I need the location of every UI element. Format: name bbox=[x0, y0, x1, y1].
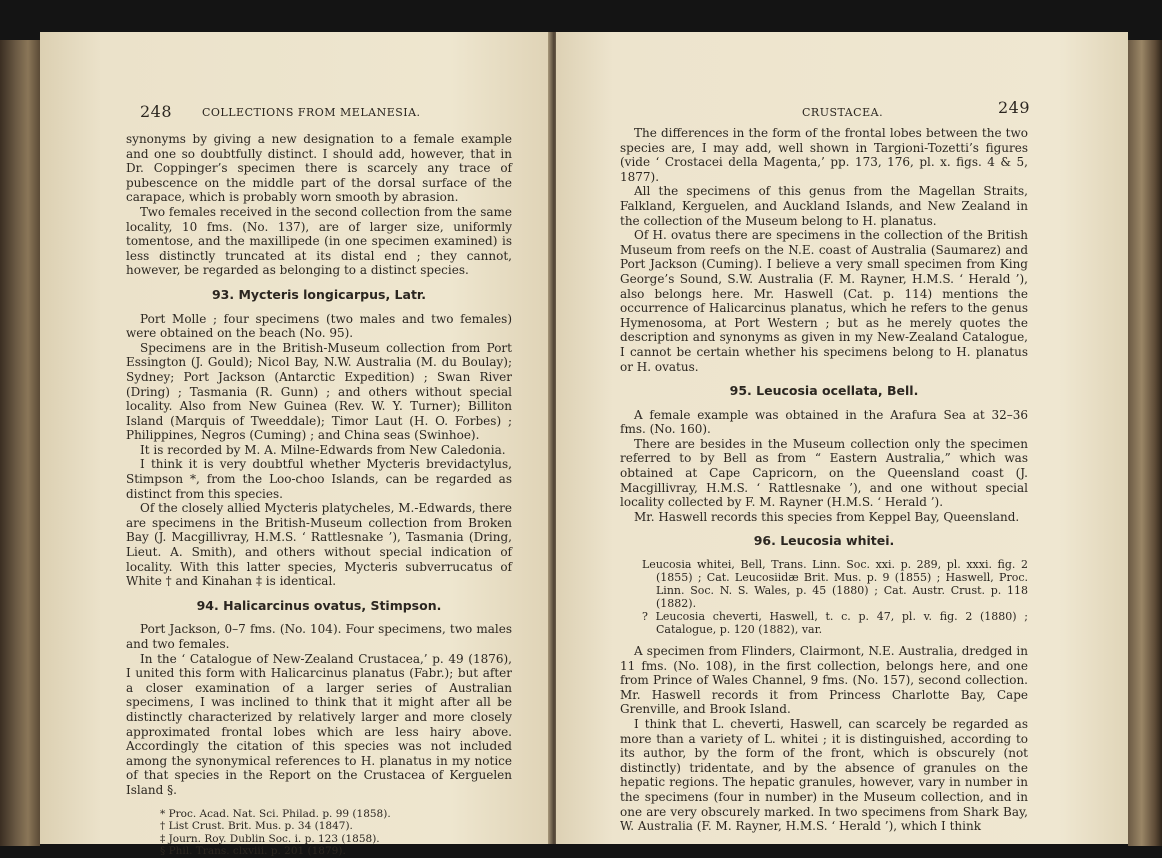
synonym-entry: ? Leucosia cheverti, Haswell, t. c. p. 47, pl. v. fig. 2 (1880) ; Catalogue, p. 120 (1882), var. bbox=[642, 610, 1028, 637]
paragraph: I think that L. cheverti, Haswell, can scarcely be regarded as more than a variety of L. whitei ; it is distinguished, according to its author, by the form of the front, which is obscurely (not distinctly) tridentate, and by the absence of granules on the hepatic regions. The hepatic granules, however, vary in number in the specimens (four in number) in the Museum collection, and in one are very obscurely marked. In two specimens from Shark Bay, W. Australia (F. M. Rayner, H.M.S. ‘ Herald ’), which I think bbox=[620, 717, 1028, 834]
left-page-number: 248 bbox=[140, 102, 173, 121]
page-edges-left bbox=[0, 40, 40, 846]
paragraph: Of the closely allied Mycteris platycheles, M.-Edwards, there are specimens in the British-Museum collection from Broken Bay (J. Macgillivray, H.M.S. ‘ Rattlesnake ’), Tasmania (Dring, Lieut. A. Smith), and others without special indication of locality. With this latter species, Mycteris subverrucatus of White † and Kinahan ‡ is identical. bbox=[126, 501, 512, 589]
paragraph: Port Jackson, 0–7 fms. (No. 104). Four specimens, two males and two females. bbox=[126, 622, 512, 651]
left-running-head: COLLECTIONS FROM MELANESIA. bbox=[202, 106, 421, 119]
section-heading-93: 93. Mycteris longicarpus, Latr. bbox=[211, 286, 427, 302]
paragraph: Two females received in the second collection from the same locality, 10 fms. (No. 137), are of larger size, uniformly tomentose, and the maxillipede (in one specimen examined) is less distinctly truncated at its distal end ; they cannot, however, be regarded as belonging to a distinct species. bbox=[126, 204, 512, 278]
paragraph: A female example was obtained in the Arafura Sea at 32–36 fms. (No. 160). bbox=[620, 407, 1028, 437]
left-body bbox=[126, 132, 512, 858]
left-page bbox=[40, 32, 552, 858]
paragraph: Of H. ovatus there are specimens in the collection of the British Museum from reefs on the N.E. coast of Australia (Saumarez) and Port Jackson (Cuming). I believe a very small specimen from King George’s Sound, S.W. Australia (F. M. Rayner, H.M.S. ‘ Herald ’), also belongs here. Mr. Haswell (Cat. p. 114) mentions the occurrence of Halicarcinus planatus, which he refers to the genus Hymenosoma, at Port Western ; but as he merely quotes the description and synonyms as given in my New-Zealand Catalogue, I cannot be certain whether his specimens belong to H. planatus or H. ovatus. bbox=[620, 228, 1028, 374]
paragraph: Mr. Haswell records this species from Keppel Bay, Queensland. bbox=[634, 509, 1020, 524]
paragraph: Port Molle ; four specimens (two males and two females) were obtained on the beach (No. 95). bbox=[126, 311, 512, 341]
page-edges-right bbox=[1128, 40, 1162, 846]
synonym-entry: Leucosia whitei, Bell, Trans. Linn. Soc. xxi. p. 289, pl. xxxi. fig. 2 (1855) ; Cat. Leucosiidæ Brit. Mus. p. 9 (1855) ; Haswell, Proc. Linn. Soc. N. S. Wales, p. 45 (1880) ; Cat. Austr. Crust. p. 118 (1882). bbox=[642, 558, 1028, 611]
footnotes bbox=[126, 808, 512, 858]
section-heading-94: 94. Halicarcinus ovatus, Stimpson. bbox=[196, 597, 442, 613]
right-running-head: CRUSTACEA. bbox=[802, 106, 884, 119]
paragraph: All the specimens of this genus from the Magellan Straits, Falkland, Kerguelen, and Auckland Islands, and New Zealand in the collection of the Museum belong to H. planatus. bbox=[620, 184, 1028, 228]
right-page-number: 249 bbox=[998, 98, 1031, 117]
paragraph: In the ‘ Catalogue of New-Zealand Crustacea,’ p. 49 (1876), I united this form with Halicarcinus planatus (Fabr.); but after a closer examination of a larger series of Australian specimens, I was inclined to think that it might after all be distinctly characterized by relatively larger and more closely approximated frontal lobes which are less hairy above. Accordingly the citation of this species was not included among the synonymical references to H. planatus in my notice of that species in the Report on the Crustacea of Kerguelen Island §. bbox=[126, 651, 512, 797]
synonymy bbox=[620, 558, 1028, 636]
footnote: * Proc. Acad. Nat. Sci. Philad. p. 99 (1858). bbox=[160, 807, 391, 820]
right-body bbox=[620, 126, 1028, 834]
paragraph: It is recorded by M. A. Milne-Edwards from New Caledonia. bbox=[140, 442, 506, 457]
footnote: § Phil. Trans. clxviii. p. 201 (1879). bbox=[160, 845, 346, 858]
footnote: ‡ Journ. Roy. Dublin Soc. i. p. 123 (1858). bbox=[160, 832, 380, 845]
right-page bbox=[556, 32, 1128, 844]
paragraph: The differences in the form of the frontal lobes between the two species are, I may add, well shown in Targioni-Tozetti’s figures (vide ‘ Crostacei della Magenta,’ pp. 173, 176, pl. x. figs. 4 & 5, 1877). bbox=[620, 126, 1028, 184]
open-book bbox=[0, 10, 1162, 858]
section-heading-96: 96. Leucosia whitei. bbox=[753, 533, 895, 549]
paragraph: A specimen from Flinders, Clairmont, N.E. Australia, dredged in 11 fms. (No. 108), in the first collection, belongs here, and one from Prince of Wales Channel, 9 fms. (No. 157), second collection. Mr. Haswell records it from Princess Charlotte Bay, Cape Grenville, and Brook Island. bbox=[620, 644, 1028, 717]
paragraph: Specimens are in the British-Museum collection from Port Essington (J. Gould); Nicol Bay, N.W. Australia (M. du Boulay); Sydney; Port Jackson (Antarctic Expedition) ; Swan River (Dring) ; Tasmania (R. Gunn) ; and others without special locality. Also from New Guinea (Rev. W. Y. Turner); Billiton Island (Marquis of Tweeddale); Timor Laut (H. O. Forbes) ; Philippines, Negros (Cuming) ; and China seas (Swinhoe). bbox=[126, 340, 512, 443]
paragraph: synonyms by giving a new designation to a female example and one so doubtfully distinct. I should add, however, that in Dr. Coppinger’s specimen there is scarcely any trace of pubescence on the middle part of the dorsal surface of the carapace, which is probably worn smooth by abrasion. bbox=[126, 132, 512, 205]
section-heading-95: 95. Leucosia ocellata, Bell. bbox=[729, 383, 919, 399]
paragraph: There are besides in the Museum collection only the specimen referred to by Bell as from “ Eastern Australia,” which was obtained at Cape Capricorn, on the Queensland coast (J. Macgillivray, H.M.S. ‘ Rattlesnake ’), and one without special locality collected by F. M. Rayner (H.M.S. ‘ Herald ’). bbox=[620, 436, 1028, 510]
paragraph: I think it is very doubtful whether Mycteris brevidactylus, Stimpson *, from the Loo-choo Islands, can be regarded as distinct from this species. bbox=[126, 457, 512, 501]
footnote: † List Crust. Brit. Mus. p. 34 (1847). bbox=[160, 820, 353, 833]
